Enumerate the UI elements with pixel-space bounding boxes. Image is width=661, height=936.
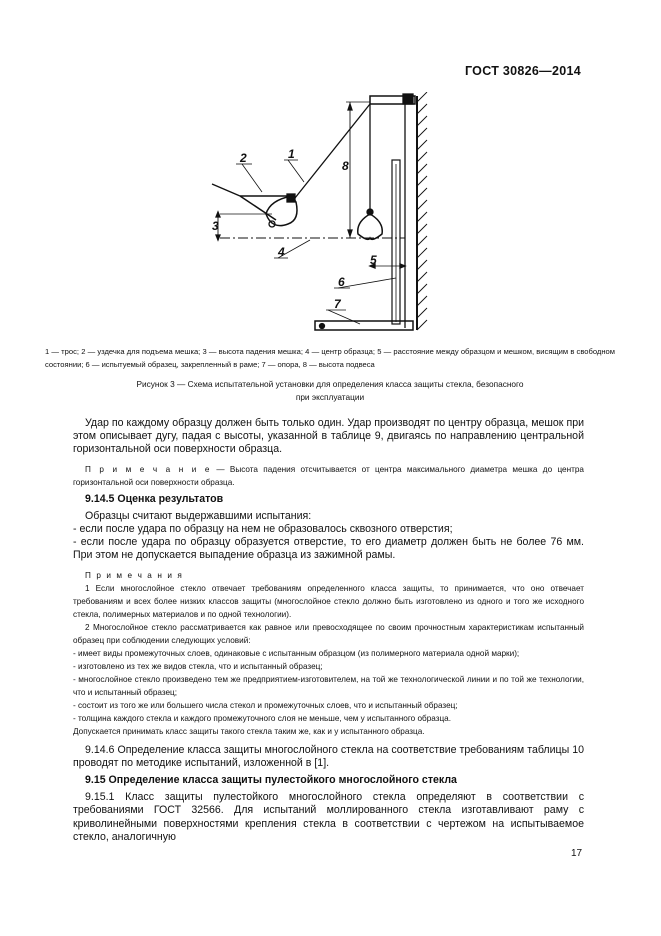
note-condition-1: - имеет виды промежуточных слоев, одинаковые с испытанным образцом (из полимерного материала одной марки); bbox=[73, 648, 520, 658]
standard-designation: ГОСТ 30826—2014 bbox=[464, 64, 581, 78]
notes-label: П р и м е ч а н и я bbox=[85, 570, 184, 580]
test-setup-figure bbox=[200, 92, 440, 340]
figure-label-7: 7 bbox=[334, 297, 341, 311]
figure-title-line-1: Рисунок 3 — Схема испытательной установки для определения класса защиты стекла, безопасного bbox=[136, 379, 524, 389]
main-text bbox=[73, 417, 584, 844]
figure-legend: 1 — трос; 2 — уздечка для подъема мешка; 3 — высота падения мешка; 4 — центр образца; 5 — расстояние между образцом и мешком, висящим в свободном состоянии; 6 — испытуемый образец, закрепленный в раме; 7 — опора, 8 — высота подвеса bbox=[45, 347, 615, 369]
paragraph-criteria: Образцы считают выдержавшими испытания: bbox=[85, 509, 312, 522]
test-setup-diagram bbox=[200, 92, 440, 340]
note-condition-4: - состоит из того же или большего числа стекол и промежуточных слоев, что и испытанный образец; bbox=[73, 700, 458, 710]
heading-9-15: 9.15 Определение класса защиты пулестойкого многослойного стекла bbox=[85, 774, 457, 787]
note-condition-2: - изготовлено из тех же видов стекла, что и испытанный образец; bbox=[73, 661, 323, 671]
figure-title bbox=[70, 378, 590, 404]
note-1: 1 Если многослойное стекло отвечает требованиям определенного класса защиты, то принимается, что оно отвечает требованиям и всех более низких классов защиты (многослойное стекло должно быть изготовлено из одного и того же исходного стекла, полимерных материалов и по одной технологии). bbox=[73, 583, 584, 619]
note-text: — Высота падения отсчитывается от центра максимального диаметра мешка до центра горизонтальной оси поверхности образца. bbox=[73, 464, 584, 487]
figure-label-8: 8 bbox=[342, 159, 349, 173]
figure-label-2: 2 bbox=[240, 151, 247, 165]
figure-label-4: 4 bbox=[278, 245, 285, 259]
note-label: П р и м е ч а н и е bbox=[85, 464, 212, 474]
figure-label-1: 1 bbox=[288, 147, 295, 161]
note-condition-3: - многослойное стекло произведено тем же предприятием-изготовителем, на той же технологической линии и по той же технологии, что и испытанный образец; bbox=[73, 674, 584, 697]
figure-label-5: 5 bbox=[370, 253, 377, 267]
paragraph-impact: Удар по каждому образцу должен быть только один. Удар производят по центру образца, мешок при этом описывает дугу, падая с высоты, указанной в таблице 9, двигаясь по направлению центральной горизонтальной оси поверхности образца. bbox=[73, 417, 584, 456]
figure-label-3: 3 bbox=[212, 219, 219, 233]
figure-title-line-2: при эксплуатации bbox=[295, 392, 365, 402]
criteria-item-1: - если после удара по образцу на нем не образовалось сквозного отверстия; bbox=[73, 523, 453, 536]
note-2: 2 Многослойное стекло рассматривается как равное или превосходящее по своим прочностным характеристикам испытанный образец при соблюдении следующих условий: bbox=[73, 622, 584, 645]
paragraph-9-15-1: 9.15.1 Класс защиты пулестойкого многослойного стекла определяют в соответствии с требованиями ГОСТ 32566. Для испытаний моллированного стекла изготавливают раму с криволинейными поверхностями крепления стекла в соответствии с чертежом на испытываемое стекло, аналогичную bbox=[73, 791, 584, 843]
figure-label-6: 6 bbox=[338, 275, 345, 289]
note-drop-height bbox=[73, 463, 584, 489]
heading-9-14-5: 9.14.5 Оценка результатов bbox=[85, 492, 224, 505]
paragraph-9-14-6: 9.14.6 Определение класса защиты многослойного стекла на соответствие требованиям таблицы 10 проводят по методике испытаний, изложенной в [1]. bbox=[73, 743, 584, 769]
criteria-item-2: - если после удара по образцу образуется отверстие, то его диаметр должен быть не более 76 мм. При этом не допускается выпадение образца из зажимной рамы. bbox=[73, 536, 584, 562]
note-conclusion: Допускается принимать класс защиты такого стекла таким же, как и у испытанного образца. bbox=[73, 726, 425, 736]
note-condition-5: - толщина каждого стекла и каждого промежуточного слоя не меньше, чем у испытанного образца. bbox=[73, 713, 451, 723]
page-number: 17 bbox=[571, 848, 583, 859]
